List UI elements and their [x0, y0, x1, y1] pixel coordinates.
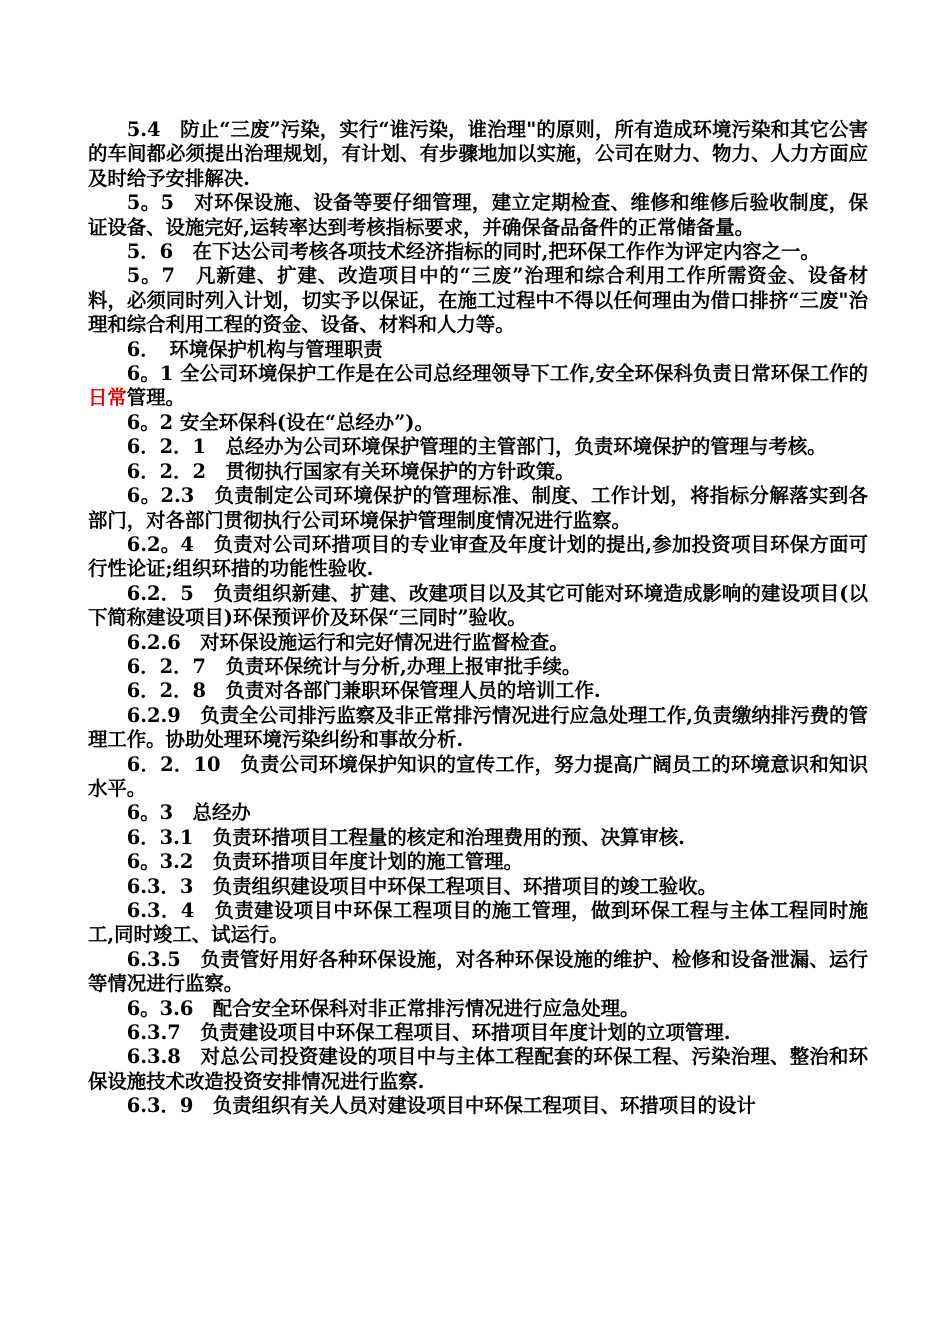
document-body — [88, 118, 868, 1119]
paragraph-6-2-2: 6．2．2 贯彻执行国家有关环境保护的方针政策。 — [126, 459, 575, 483]
paragraph-6-2-4: 6.2。4 负责对公司环措项目的专业审查及年度计划的提出,参加投资项目环保方面可行性论证;组织环措的功能性验收. — [88, 532, 868, 581]
paragraph-6-3-8: 6.3.8 对总公司投资建设的项目中与主体工程配套的环保工程、污染治理、整治和环保设施技术改造投资安排情况进行监察. — [88, 1045, 868, 1093]
paragraph-6-2-1: 6．2．1 总经办为公司环境保护管理的主管部门，负责环境保护的管理与考核。 — [126, 435, 827, 459]
paragraph-6-2-7: 6．2．7 负责环保统计与分析,办理上报审批手续。 — [126, 654, 582, 678]
paragraph-6-3-1: 6．3.1 负责环措项目工程量的核定和治理费用的预、决算审核. — [126, 825, 685, 849]
paragraph-6-3-4: 6.3．4 负责建设项目中环保工程项目的施工管理，做到环保工程与主体工程同时施工,同时竣工、试运行。 — [88, 899, 868, 947]
paragraph-6-3-3: 6.3．3 负责组织建设项目中环保工程项目、环措项目的竣工验收。 — [126, 874, 717, 898]
paragraph-6-3-2: 6。3.2 负责环措项目年度计划的施工管理。 — [126, 850, 524, 874]
paragraph-6-1-tail: 管理。 — [126, 386, 185, 410]
highlighted-text: 日常 — [88, 386, 127, 410]
section-heading-6: 6． 环境保护机构与管理职责 — [126, 337, 383, 361]
paragraph-6-2-3: 6。2.3 负责制定公司环境保护的管理标准、制度、工作计划，将指标分解落实到各部门，对各部门贯彻执行公司环境保护管理制度情况进行监察。 — [88, 484, 868, 532]
paragraph-6-3-6: 6。3.6 配合安全环保科对非正常排污情况进行应急处理。 — [126, 996, 640, 1020]
paragraph-6-3-5: 6.3.5 负责管好用好各种环保设施，对各种环保设施的维护、检修和设备泄漏、运行等情况进行监察。 — [88, 947, 868, 996]
paragraph-6-2-9: 6.2.9 负责全公司排污监察及非正常排污情况进行应急处理工作,负责缴纳排污费的管理工作。协助处理环境污染纠纷和事故分析. — [88, 703, 868, 752]
paragraph-6-2-5: 6.2．5 负责组织新建、扩建、改建项目以及其它可能对环境造成影响的建设项目(以下简称建设项目)环保预评价及环保“三同时”验收。 — [88, 581, 868, 630]
paragraph-5-5: 5。5 对环保设施、设备等要仔细管理，建立定期检查、维修和维修后验收制度，保证设备、设施完好,运转率达到考核指标要求，并确保备品备件的正常储备量。 — [88, 191, 868, 239]
paragraph-6-3-7: 6.3.7 负责建设项目中环保工程项目、环措项目年度计划的立项管理. — [126, 1021, 731, 1045]
paragraph-6-1 — [88, 362, 868, 411]
paragraph-6-3-9: 6.3．9 负责组织有关人员对建设项目中环保工程项目、环措项目的设计 — [126, 1094, 756, 1118]
paragraph-5-4: 5.4 防止“三废”污染，实行“谁污染，谁治理"的原则，所有造成环境污染和其它公害的车间都必须提出治理规划，有计划、有步骤地加以实施，公司在财力、物力、人力方面应及时给予安排解决. — [88, 118, 868, 190]
paragraph-5-6: 5．6 在下达公司考核各项技术经济指标的同时,把环保工作作为评定内容之一。 — [126, 240, 820, 264]
paragraph-6-2-6: 6.2.6 对环保设施运行和完好情况进行监督检查。 — [126, 630, 569, 654]
paragraph-6-1-text: 6。1 全公司环境保护工作是在公司总经理领导下工作,安全环保科负责日常环保工作的 — [126, 362, 868, 386]
paragraph-6-3: 6。3 总经办 — [126, 801, 251, 825]
paragraph-6-2: 6。2 安全环保科(设在“总经办”)。 — [126, 410, 434, 434]
paragraph-6-2-8: 6．2．8 负责对各部门兼职环保管理人员的培训工作. — [126, 679, 601, 703]
paragraph-6-2-10: 6．2．10 负责公司环境保护知识的宣传工作，努力提高广阔员工的环境意识和知识水平。 — [88, 752, 868, 800]
paragraph-5-7: 5。7 凡新建、扩建、改造项目中的“三废”治理和综合利用工作所需资金、设备材料，必须同时列入计划，切实予以保证，在施工过程中不得以任何理由为借口排挤“三废"治理和综合利用工程的资金、设备、材料和人力等。 — [88, 264, 868, 337]
